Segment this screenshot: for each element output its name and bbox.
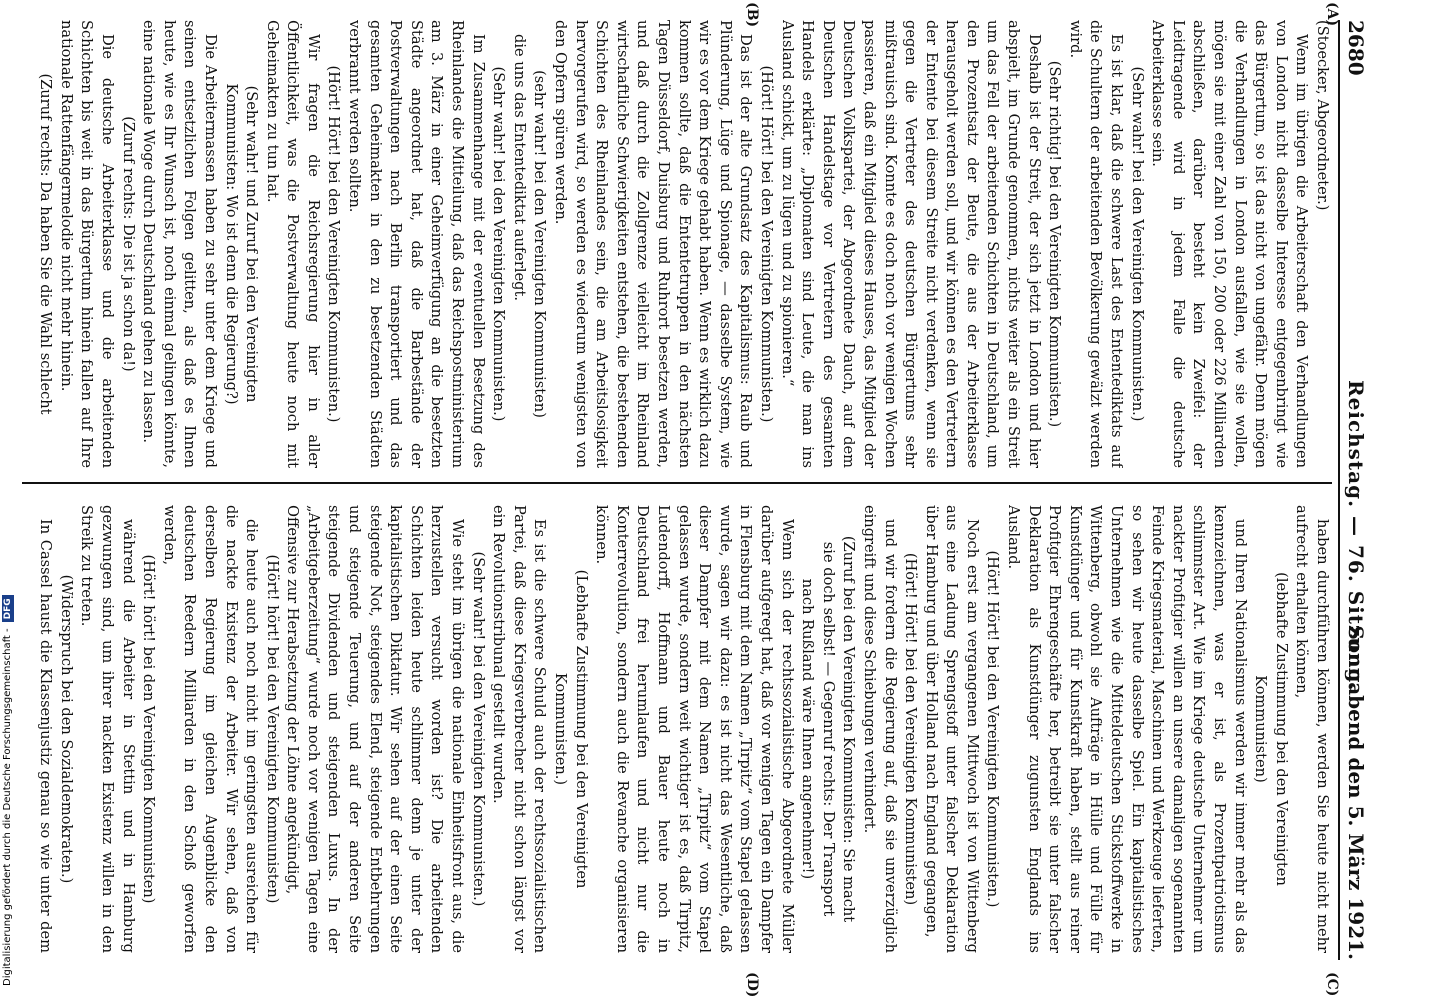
- paragraph: (lebhafte Zustimmung bei den Vereinigten Kommunisten): [1252, 572, 1290, 886]
- paragraph: (Widerspruch bei den Sozialdemokraten.): [57, 574, 75, 884]
- paragraph: und wir fordern die Regierung auf, daß sie unverzüglich eingreift und diese Schiebungen verhindert.: [860, 505, 899, 953]
- paragraph: Wie steht im übrigen die nationale Einheitsfront aus, die herzustellen versucht worden ist? Die arbeitenden Schichten leiden heute schlimmer denn je unter der kapitalistischen Diktatur. Wir sehen auf der einen Seite steigende Not, steigendes Elend, steigende Entbehrungen und steigende Teuerung, und auf der anderen Seite steigende Dividenden und steigenden Luxus. In der „Arbeitgeberzeitung“ wurde noch vor wenigen Tagen eine Offensive zur Herabsetzung der Löhne angekündigt,: [284, 505, 467, 953]
- paragraph: (Hört! Hört! bei den Vereinigten Kommunisten.): [984, 550, 1002, 908]
- digitization-footer: [0, 0, 16, 1000]
- paragraph: (Hört! Hört! bei den Vereinigten Kommunisten.): [757, 65, 775, 423]
- paragraph: (Hört! hört! bei den Vereinigten Kommunisten): [263, 554, 281, 904]
- column-divider: [22, 482, 1332, 484]
- paragraph: (Lebhafte Zustimmung bei den Vereinigten Kommunisten.): [552, 569, 590, 889]
- paragraph: (Sehr wahr! bei den Vereinigten Kommunisten.): [490, 66, 508, 422]
- paragraph: (Sehr wahr! bei den Vereinigten Kommunisten.): [469, 551, 487, 907]
- paragraph: (Hört! Hört! bei den Vereinigten Kommunisten): [902, 552, 920, 906]
- paragraph: (Sehr wahr! bei den Vereinigten Kommunisten.): [1128, 66, 1146, 422]
- margin-mark-c: (C): [1324, 972, 1340, 997]
- paragraph: (Hört! Hört! bei den Vereinigten Kommunisten.): [325, 65, 343, 423]
- page-header: [1338, 20, 1370, 960]
- paragraph: Die deutsche Arbeiterklasse und die arbeitenden Schichten bis weit in das Bürgertum hinein fallen auf Ihre nationale Rattenfängermelodie nicht mehr hinein.: [57, 20, 116, 468]
- paragraph: (Stoecker, Abgeordneter.): [1314, 20, 1331, 211]
- paragraph: Wenn im übrigen die Arbeiterschaft den Verhandlungen von London nicht dasselbe Interesse entgegenbringt wie das Bürgertum, so ist das nicht von ungefähr. Denn mögen die Verhandlungen in London ausfallen, wie sie wollen, mögen sie mit einer Zahl von 150, 200 oder 226 Milliarden abschließen, darüber besteht kein Zweifel: der Leidtragende wird in jedem Falle die deutsche Arbeiterklasse sein.: [1149, 20, 1311, 468]
- margin-mark-d: (D): [744, 972, 760, 998]
- right-column: [32, 505, 1332, 953]
- session-date: Sonnabend den 5. März 1921.: [1344, 625, 1368, 960]
- paragraph: Noch erst am vergangenen Mittwoch ist von Wittenberg aus eine Ladung Sprengstoff unter falscher Deklaration über Hamburg und über Holland nach England gegangen,: [922, 505, 981, 953]
- paragraph: haben durchführen können, werden Sie heute nicht mehr aufrecht erhalten können,: [1293, 505, 1331, 953]
- paragraph: (Zuruf rechts: Da haben Sie die Wahl schlecht: [37, 73, 55, 415]
- page-title: Reichstag. — 76. Sitzung.: [1344, 380, 1368, 692]
- paragraph: (Hört! hört! bei den Vereinigten Kommunisten): [140, 554, 158, 904]
- paragraph: Wir fragen die Reichsregierung hier in aller Öffentlichkeit, was die Postverwaltung heute noch mit Geheimakten zu tun hat.: [263, 20, 322, 468]
- left-column: [32, 20, 1332, 468]
- paragraph: während die Arbeiter in Stettin und in Hamburg gezwungen sind, um ihrer nackten Existenz willen in den Streik zu treten.: [78, 505, 137, 953]
- paragraph: Es ist die schwere Schuld auch der rechtssozialistischen Partei, daß diese Kriegsverbrecher nicht schon längst vor ein Revolutionstribunal gestellt wurden.: [490, 505, 549, 953]
- page-number: 2680: [1344, 20, 1368, 76]
- paragraph: Es ist klar, daß die schwere Last des Ententediktats auf die Schultern der arbeitenden Bevölkerung gewälzt werden wird.: [1066, 20, 1126, 468]
- margin-mark-b: (B): [744, 2, 760, 28]
- paragraph: Das ist der alte Grundsatz des Kapitalismus: Raub und Plünderung, Lüge und Spionage, — dasselbe System, wie wir es vor dem Kriege gehabt haben. Wenn es wirklich dazu kommen sollte, daß die Ententetruppen in den nächsten Tagen Düsseldorf, Duisburg und Ruhrort besetzen werden, und daß durch die Zollgrenze vielleicht im Rheinland wirtschaftliche Schwierigkeiten entstehen, die bestehenden Schichten des Rheinlandes sein, die am Arbeitslosigkeit hervorgerufen wird, so werden es wiederum wenigsten von den Opfern spüren werden.: [552, 20, 755, 468]
- paragraph: (Zuruf bei den Vereinigten Kommunisten: Sie macht sie doch selbst! — Gegenruf rechts: Der Transport nach Rußland wäre Ihnen angenehmer!): [799, 535, 858, 923]
- paragraph: (sehr wahr! bei den Vereinigten Kommunisten): [531, 70, 549, 418]
- paragraph: (Sehr richtig! bei den Vereinigten Kommunisten.): [1046, 60, 1064, 428]
- paragraph: Die Arbeitermassen haben zu sehr unter dem Kriege und seinen entsetzlichen Folgen gelitten, als daß es Ihnen heute, wie es Ihr Wunsch ist, noch einmal gelingen könnte, eine nationale Woge durch Deutschland gehen zu lassen.: [140, 20, 219, 468]
- paragraph: Im Zusammenhange mit der eventuellen Besetzung des Rheinlandes die Mitteilung, daß das Reichspostministerium am 3. März in einer Geheimverfügung an die besetzten Städte angeordnet hat, daß die Barbestände der Postverwaltungen nach Berlin transportiert und das gesamten Geheimakten in den zu besetzenden Städten verbrannt werden sollten.: [346, 20, 487, 468]
- paragraph: die heute auch noch nicht im geringsten ausreichen für die nackte Existenz der Arbeiter. Wir sehen, daß von derselben Regierung im gleichen Augenblicke den deutschen Reedern Milliarden in den Schoß geworfen werden,: [160, 505, 261, 953]
- paragraph: Wenn sich der rechtssozialistische Abgeordnete Müller darüber aufgeregt hat, daß vor wenigen Tagen ein Dampfer in Flensburg mit dem Namen „Tirpitz“ vom Stapel gelassen wurde, sagen wir dazu: es ist nicht das Wesentliche, daß dieser Dampfer mit dem Namen „Tirpitz“ vom Stapel gelassen wurde, sondern weit wichtiger ist es, daß Tirpitz, Ludendorff, Hoffmann und Bauer heute noch in Deutschland frei herumlaufen und nicht nur die Konterrevolution, sondern auch die Revanche organisieren können.: [593, 505, 796, 953]
- paragraph: (Sehr wahr! und Zuruf bei den Vereinigten Kommunisten: Wo ist denn die Regierung?): [222, 83, 261, 405]
- paragraph: (Zuruf rechts: Die ist ja schon da!): [119, 116, 137, 372]
- paragraph: und Ihren Nationalismus werden wir immer mehr als das kennzeichnen, was er ist, als Prozentpatriotismus schlimmster Art. Wie im Kriege deutsche Unternehmer um nackter Profitgier willen an unsere damaligen sogenannten Feinde Kriegsmaterial, Maschinen und Werkzeuge lieferten, so sehen wir heute dasselbe Spiel. Ein kapitalistisches Unternehmen wie die Mitteldeutschen Stickstoffwerke in Wittenberg, obwohl sie Aufträge in Hülle und Fülle für Kunstdünger und für Kunstkraft haben, stellt aus reiner Profitgier Ehrengeschäfte her, betreibt sie unter falscher Deklaration als Kunstdünger zugunsten Englands ins Ausland.: [1005, 505, 1249, 953]
- dfg-logo: DFG: [2, 595, 14, 622]
- paragraph: die uns das Ententediktat auferlegt.: [510, 34, 528, 302]
- margin-mark-a: (A): [1324, 2, 1340, 27]
- paragraph: In Cassel haust die Klassenjustiz genau so wie unter dem: [37, 519, 55, 953]
- footer-text: Digitalisierung gefördert durch die Deutsche Forschungsgemeinschaft -: [2, 628, 13, 986]
- paragraph: Deshalb ist der Streit, der sich jetzt in London und hier abspielt, im Grunde genommen, nichts weiter als ein Streit um das Fell der arbeitenden Schichten in Deutschland, um den Prozentsatz der Beute, die aus der Arbeiterklasse herausgeholt werden soll, und wir können es den Vertretern der Entente bei diesem Streite nicht verdenken, wenn sie gegen die Vertreter des deutschen Bürgertums sehr mißtrauisch sind. Konnte es doch noch vor wenigen Wochen passieren, daß ein Mitglied dieses Hauses, das Mitglied der Deutschen Volkspartei, der Abgeordnete Dauch, auf dem Deutschen Handelstage vor Vertretern des gesamten Handels erklärte: „Diplomaten sind Leute, die man ins Ausland schickt, um zu lügen und zu spionieren.“: [778, 20, 1043, 468]
